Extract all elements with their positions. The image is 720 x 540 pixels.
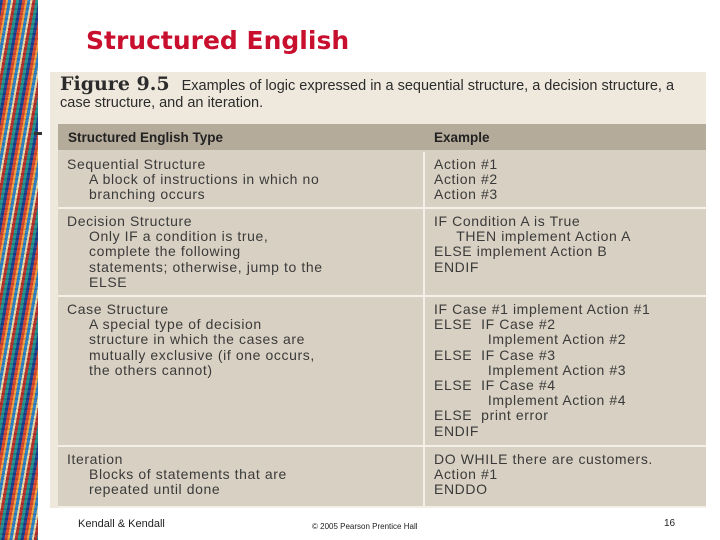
table-row	[58, 209, 706, 297]
type-title: Sequential Structure	[67, 156, 206, 172]
decorative-stripe-band	[0, 0, 38, 540]
type-title: Case Structure	[67, 301, 169, 317]
type-cell	[67, 157, 319, 203]
structured-english-table	[58, 124, 706, 508]
table-row	[58, 447, 706, 508]
slide-title: Structured English	[86, 26, 350, 55]
type-description: Blocks of statements that are repeated until done	[89, 466, 287, 498]
type-title: Iteration	[67, 451, 123, 467]
column-divider	[423, 447, 425, 506]
example-cell: Action #1 Action #2 Action #3	[434, 156, 498, 203]
table-row	[58, 297, 706, 447]
type-description: A block of instructions in which no branching occurs	[89, 171, 320, 203]
type-cell	[67, 214, 323, 290]
header-type: Structured English Type	[68, 130, 224, 145]
column-divider	[423, 297, 425, 445]
column-divider	[423, 152, 425, 207]
example-cell: DO WHILE there are customers. Action #1 ENDDO	[434, 451, 653, 498]
column-divider	[423, 209, 425, 295]
figure-image	[50, 72, 706, 508]
table-row	[58, 152, 706, 209]
type-cell	[67, 452, 287, 498]
example-cell: IF Condition A is True THEN implement Action A ELSE implement Action B ENDIF	[434, 213, 632, 275]
bullet-dash	[34, 132, 42, 135]
footer-copyright: © 2005 Pearson Prentice Hall	[312, 522, 418, 531]
header-example: Example	[434, 130, 490, 145]
figure-label: Figure 9.5	[60, 73, 170, 95]
figure-caption	[60, 73, 700, 112]
page-number: 16	[664, 518, 676, 529]
footer-authors: Kendall & Kendall	[78, 518, 165, 530]
figure-caption-text: Examples of logic expressed in a sequential structure, a decision structure, a case structure, and an iteration.	[60, 78, 675, 111]
table-header	[58, 124, 706, 152]
example-cell: IF Case #1 implement Action #1 ELSE IF Case #2 Implement Action #2 ELSE IF Case #3 Implement Action #3 ELSE IF Case #4 Implement Action #4 ELSE print error ENDIF	[434, 301, 651, 439]
type-title: Decision Structure	[67, 213, 193, 229]
type-description: A special type of decision structure in which the cases are mutually exclusive (if one occurs, the others cannot)	[89, 316, 315, 378]
type-cell	[67, 302, 315, 378]
type-description: Only IF a condition is true, complete the following statements; otherwise, jump to the ELSE	[89, 228, 323, 290]
